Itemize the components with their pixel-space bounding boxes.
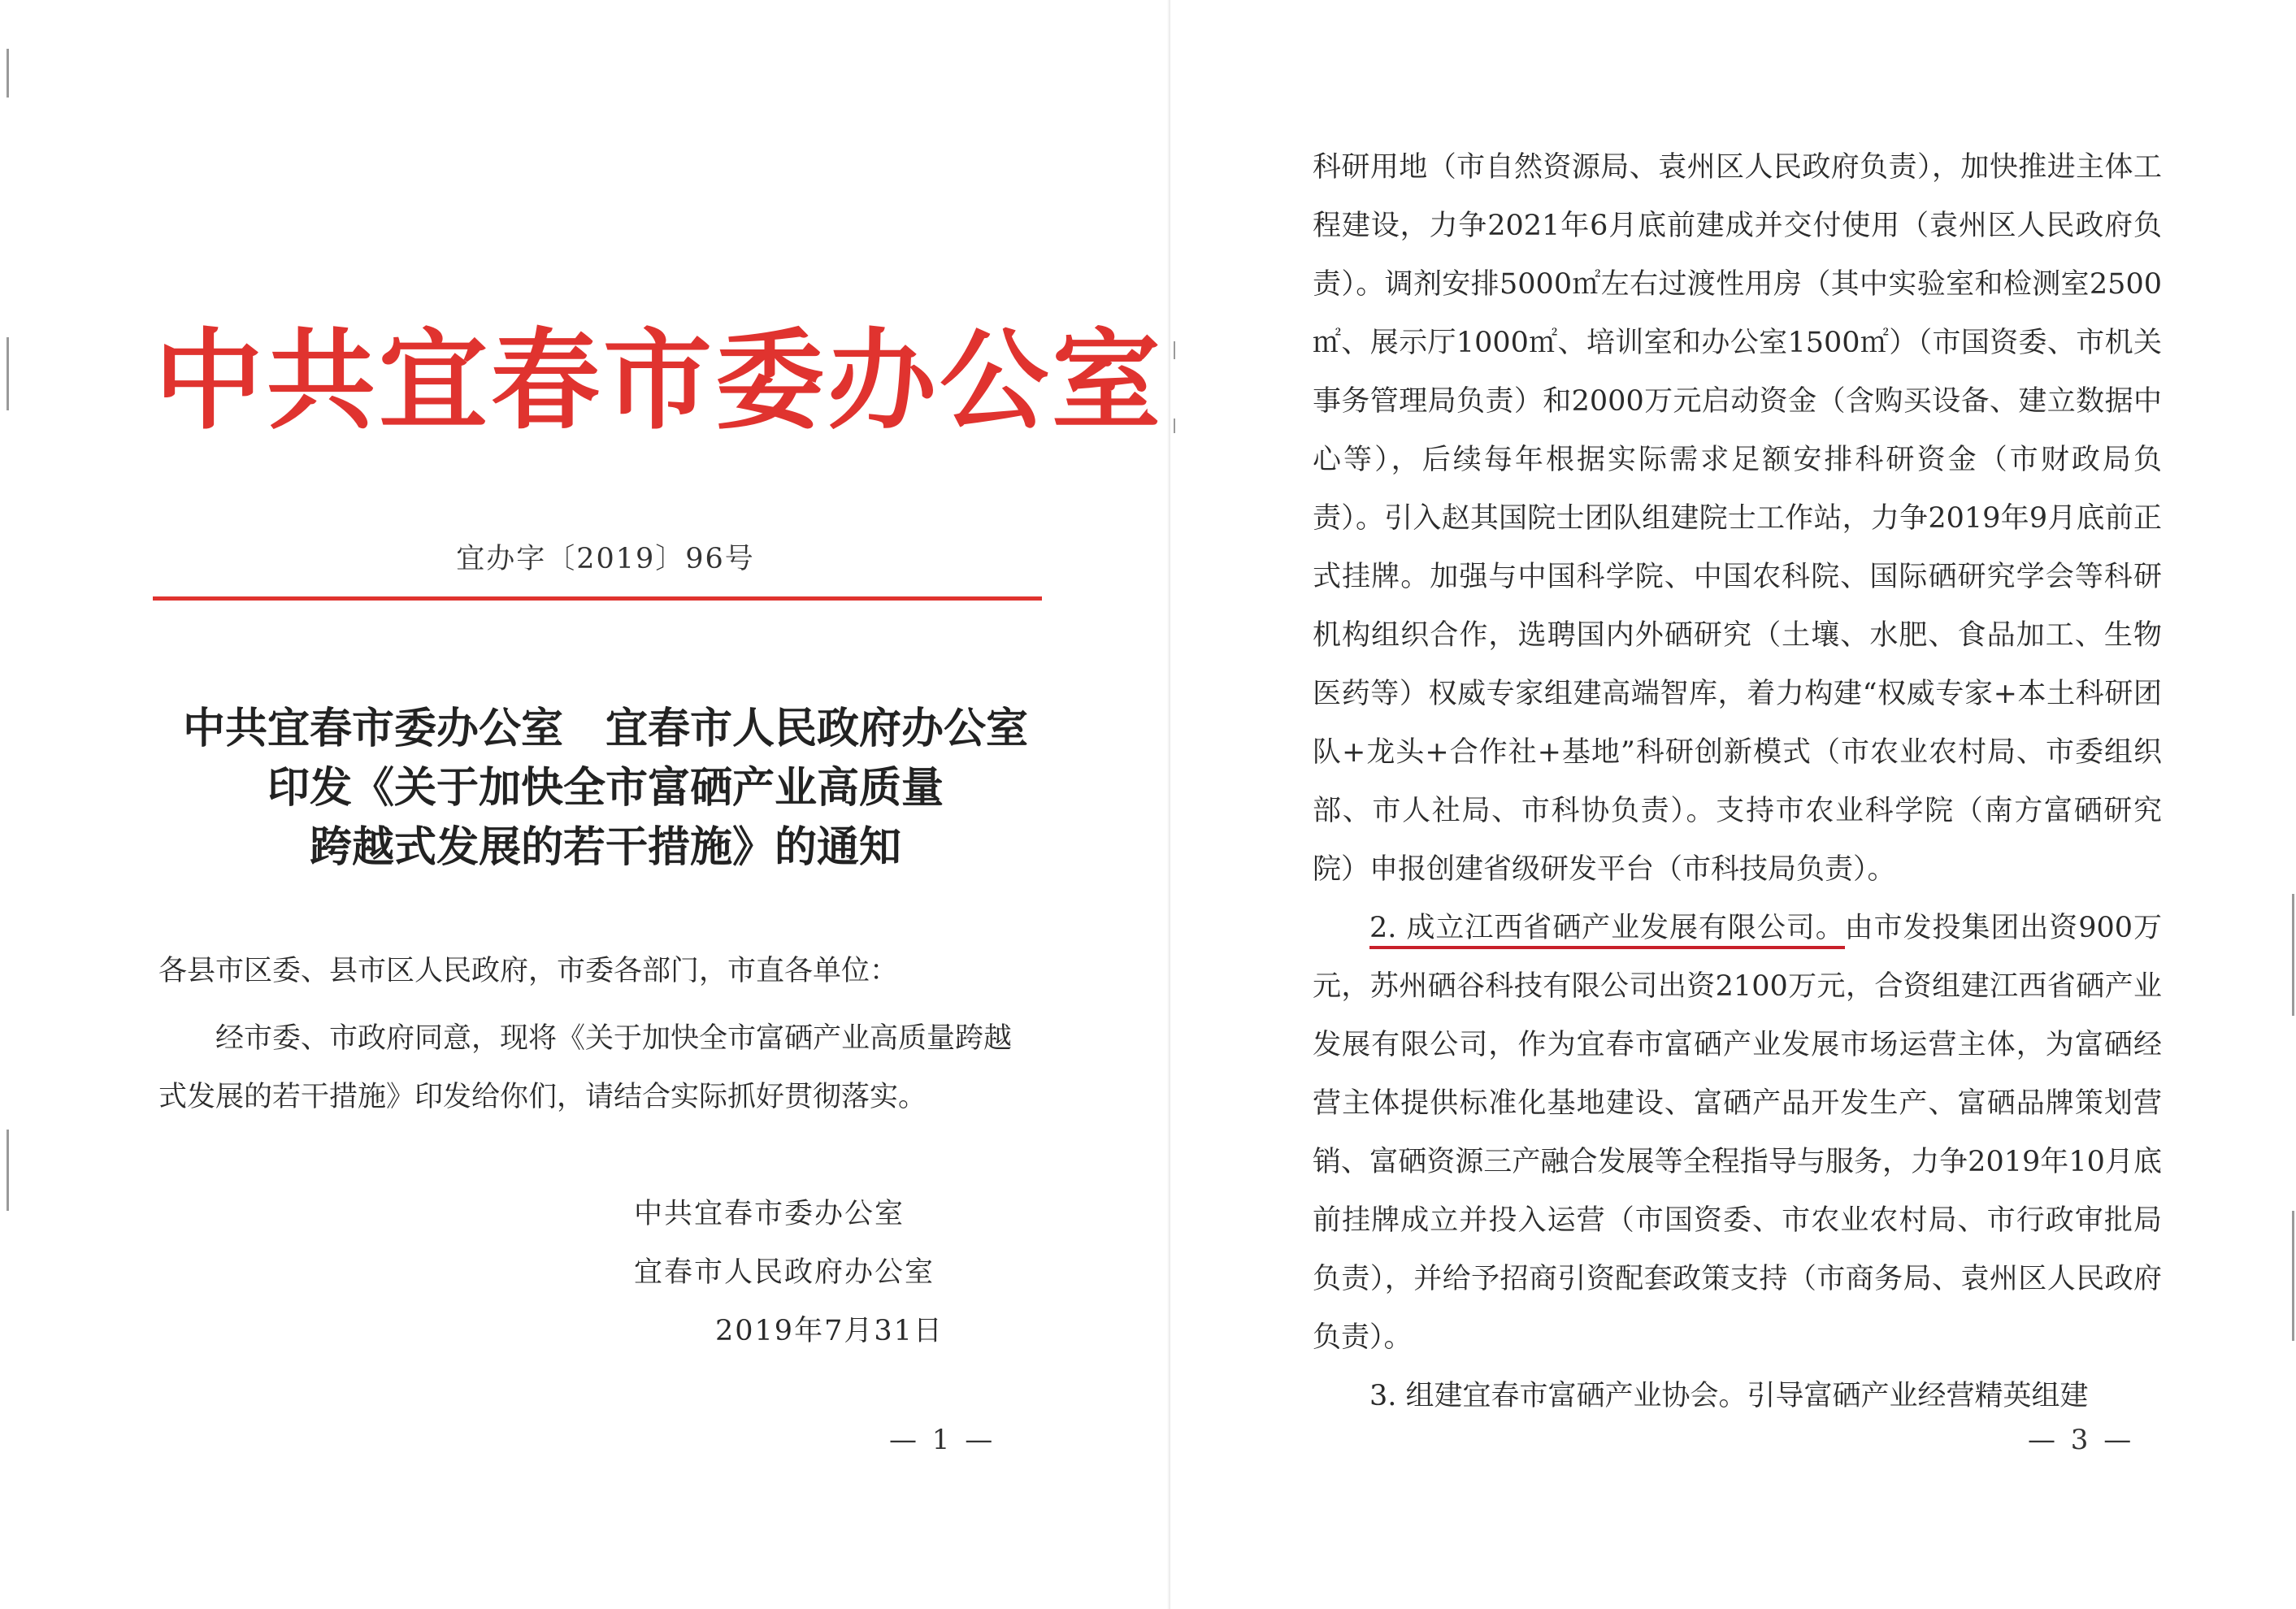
red-divider-line: [153, 596, 1042, 601]
scan-mark: [2292, 894, 2294, 1016]
document-number: 宜办字〔2019〕96号: [456, 543, 755, 575]
item-heading-underlined: 2. 成立江西省硒产业发展有限公司。: [1369, 912, 1845, 949]
measures-item-2: [1313, 899, 2162, 1367]
salutation: 各县市区委、县市区人民政府，市委各部门，市直各单位：: [158, 955, 899, 987]
right-page: [1170, 0, 2296, 1609]
signing-date: 2019年7月31日: [715, 1315, 944, 1347]
signing-org: 宜春市人民政府办公室: [634, 1256, 935, 1289]
signing-org: 中共宜春市委办公室: [634, 1198, 905, 1230]
notice-body: 经市委、市政府同意，现将《关于加快全市富硒产业高质量跨越式发展的若干措施》印发给你们，请结合实际抓好贯彻落实。: [158, 1022, 1013, 1113]
notice-title-line: 中共宜春市委办公室 宜春市人民政府办公室: [182, 704, 1028, 753]
measures-text: [1313, 138, 2162, 1425]
scan-mark: [1174, 419, 1175, 433]
item-body: 由市发投集团出资900万元，苏州硒谷科技有限公司出资2100万元，合资组建江西省硒产业发展有限公司，作为宜春市富硒产业发展市场运营主体，为富硒经营主体提供标准化基地建设、富硒产品开发生产、富硒品牌策划营销、富硒资源三产融合发展等全程指导与服务，力争2019年10月底前挂牌成立并投入运营（市国资委、市农业农村局、市行政审批局负责），并给予招商引资配套政策支持（市商务局、袁州区人民政府负责）。: [1313, 912, 2162, 1354]
notice-title-line: 跨越式发展的若干措施》的通知: [309, 822, 901, 872]
scan-mark: [7, 49, 9, 98]
notice-title: [122, 699, 1089, 877]
notice-title-line: 印发《关于加快全市富硒产业高质量: [267, 763, 944, 813]
scan-mark: [2292, 1211, 2294, 1341]
page-number: — 3 —: [2028, 1424, 2135, 1456]
scan-mark: [1174, 341, 1175, 359]
measures-paragraph: 科研用地（市自然资源局、袁州区人民政府负责），加快推进主体工程建设，力争2021年6月底前建成并交付使用（袁州区人民政府负责）。调剂安排5000㎡左右过渡性用房（其中实验室和检测室2500㎡、展示厅1000㎡、培训室和办公室1500㎡）（市国资委、市机关事务管理局负责）和2000万元启动资金（含购买设备、建立数据中心等），后续每年根据实际需求足额安排科研资金（市财政局负责）。引入赵其国院士团队组建院士工作站，力争2019年9月底前正式挂牌。加强与中国科学院、中国农科院、国际硒研究学会等科研机构组织合作，选聘国内外硒研究（土壤、水肥、食品加工、生物医药等）权威专家组建高端智库，着力构建“权威专家+本土科研团队+龙头+合作社+基地”科研创新模式（市农业农村局、市委组织部、市人社局、市科协负责）。支持市农业科学院（南方富硒研究院）申报创建省级研发平台（市科技局负责）。: [1313, 151, 2162, 886]
masthead-title: 中共宜春市委办公室: [154, 316, 1165, 445]
signature-block: [634, 1185, 1008, 1360]
scan-mark: [7, 1130, 9, 1211]
scan-mark: [7, 337, 9, 410]
page-number: — 1 —: [889, 1424, 996, 1456]
measures-item-3: 3. 组建宜春市富硒产业协会。引导富硒产业经营精英组建: [1369, 1380, 2089, 1412]
